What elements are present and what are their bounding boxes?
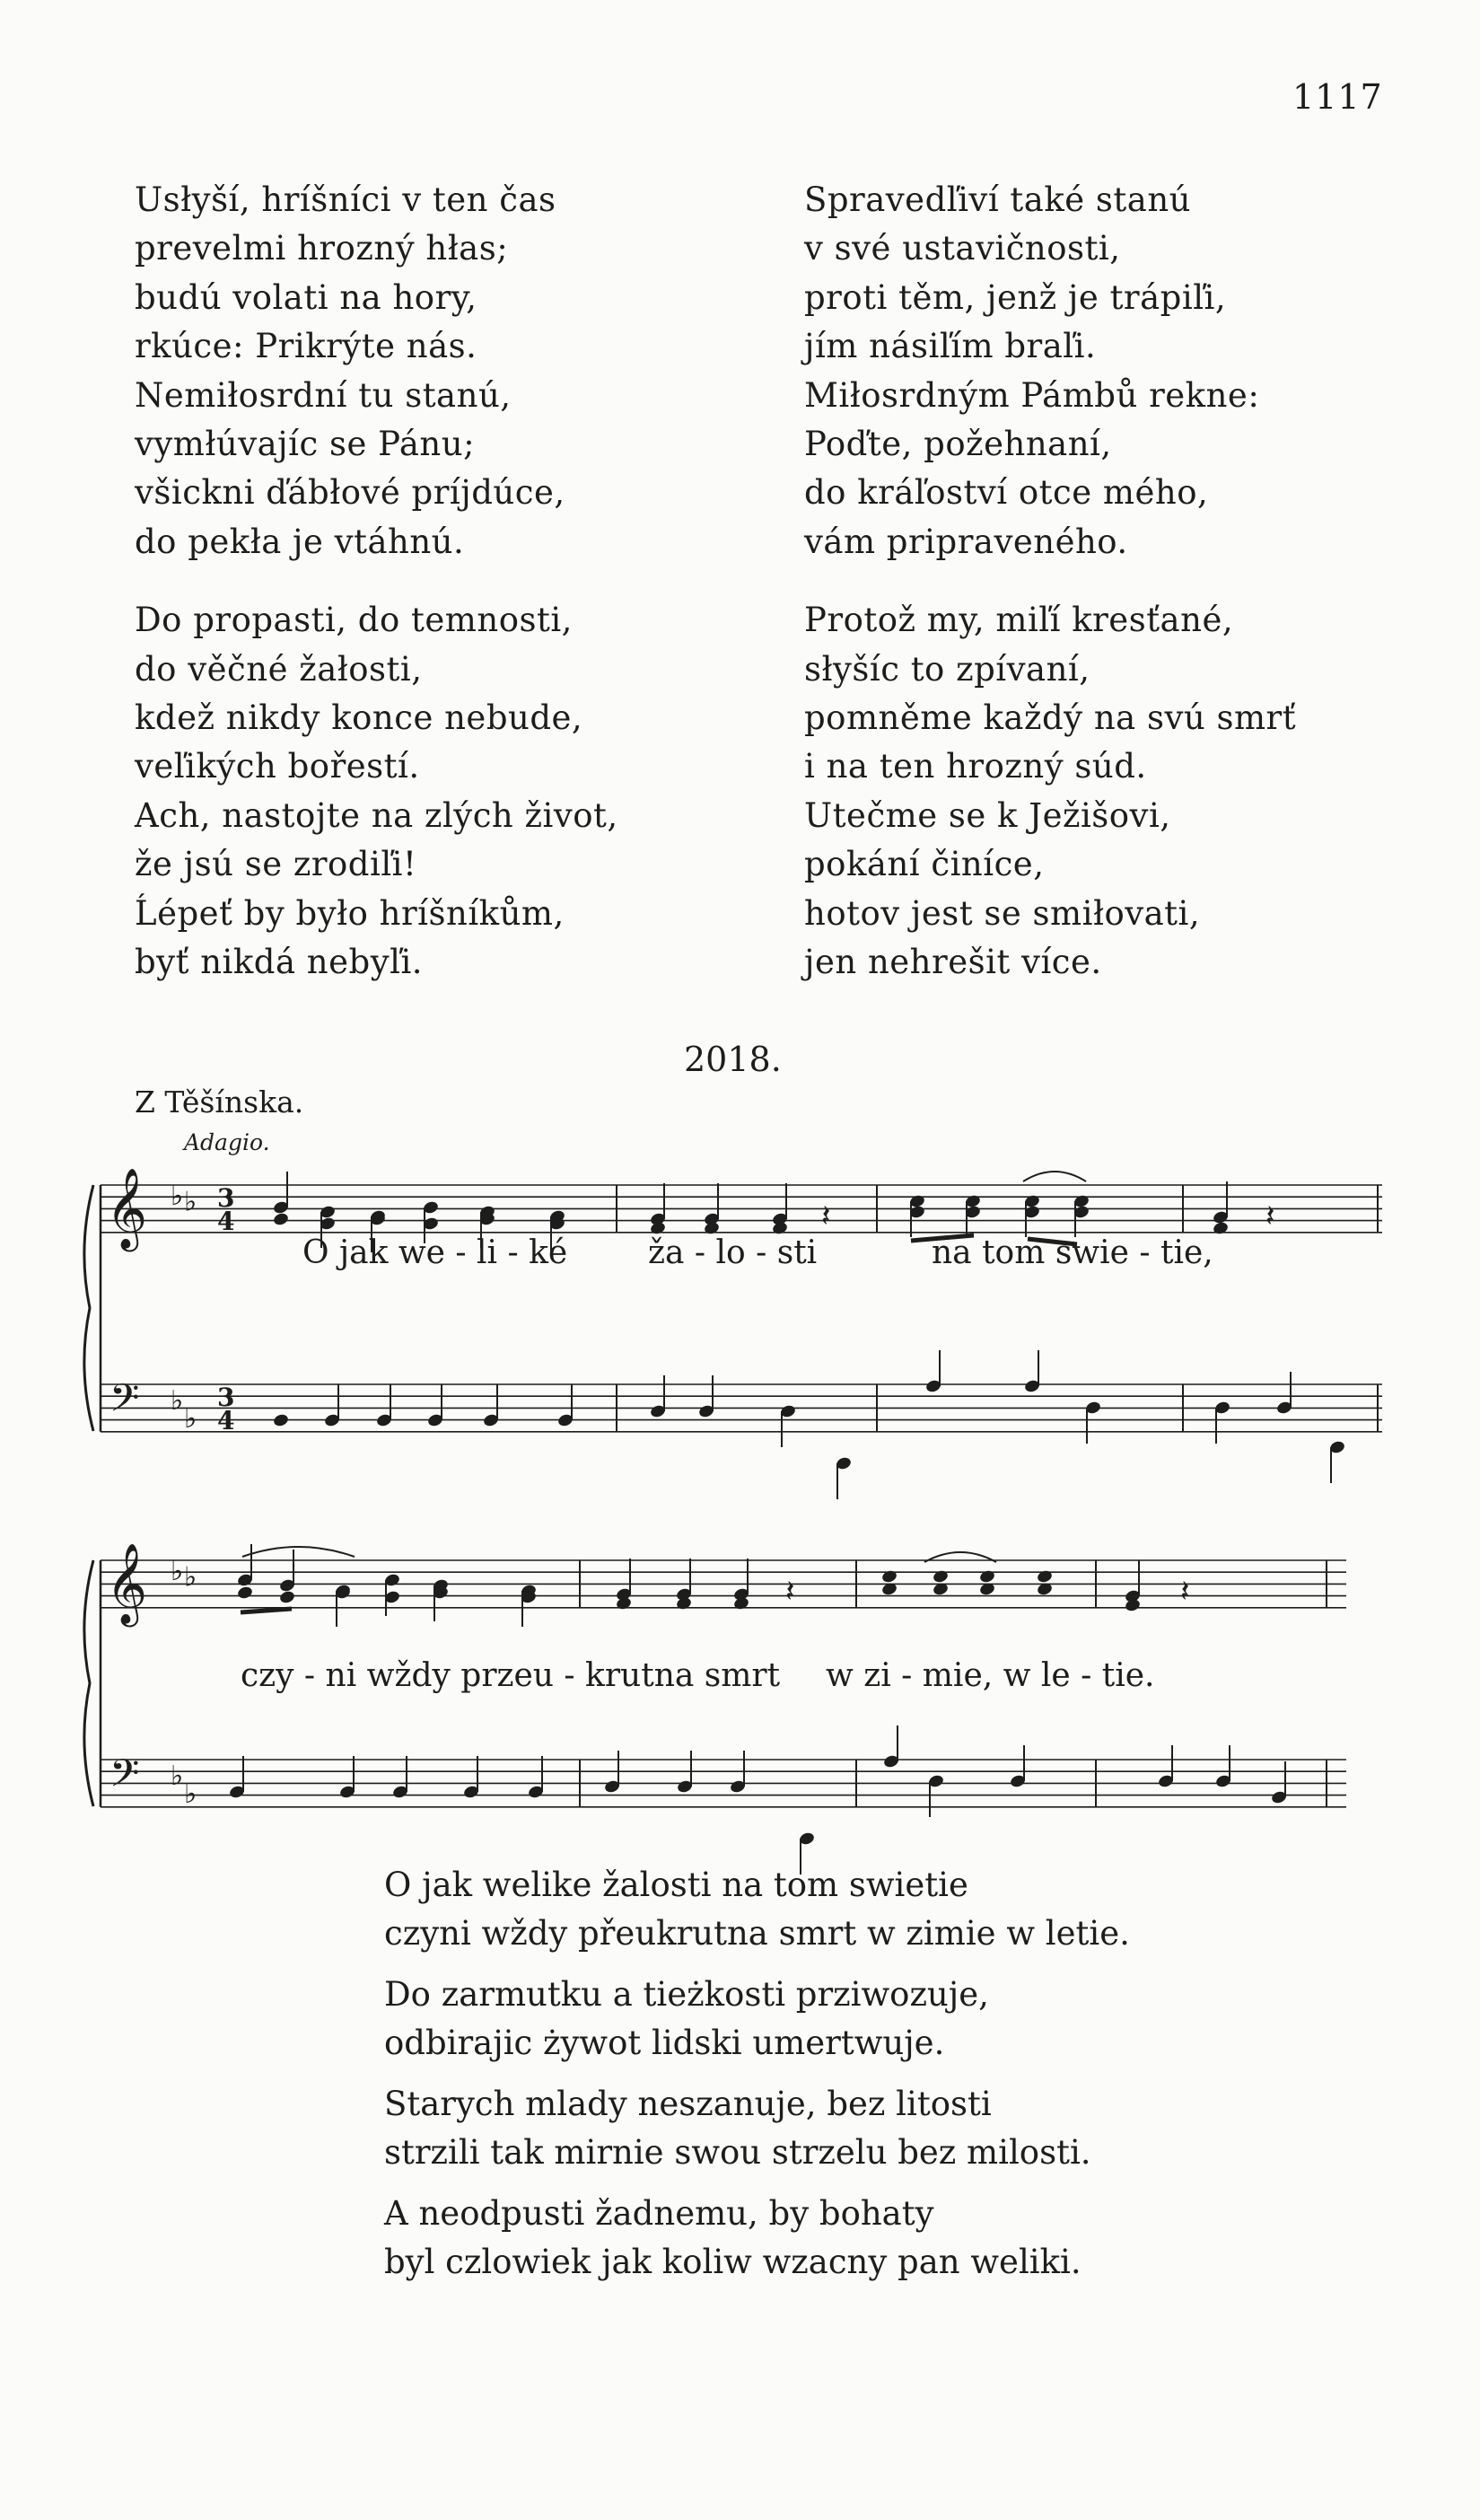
stanza: [384, 1861, 1130, 1958]
notehead: [278, 1590, 295, 1605]
verse-line: do kráľoství otce mého,: [804, 473, 1209, 513]
lyric-segment: w zi - mie, w le - tie.: [826, 1657, 1155, 1694]
verse-line: A neodpusti žadnemu, by bohaty: [384, 2194, 934, 2233]
notehead: [1036, 1569, 1053, 1585]
verse-line: že jsú se zrodiľi!: [135, 845, 417, 884]
lower-text-block: [384, 1861, 1130, 2299]
lyric-segment: O jak we - li - ké: [302, 1234, 568, 1271]
verse-line: byť nikdá nebyľi.: [135, 943, 424, 982]
stanza: [384, 2080, 1130, 2177]
verse-line: Starych mlady neszanuje, bez litosti: [384, 2085, 992, 2123]
slur: [1023, 1172, 1086, 1181]
bass-clef: 𝄢: [109, 1376, 140, 1430]
verse-line: Poďte, požehnaní,: [804, 425, 1112, 464]
verse-line: vám pripraveného.: [804, 522, 1128, 561]
verse-line: do věčné žałosti,: [135, 649, 423, 689]
key-signature-flat: ♭: [184, 1778, 197, 1810]
verse-line: vymłúvajíc se Pánu;: [135, 425, 476, 464]
time-signature: 4: [217, 1207, 235, 1236]
verse-line: pokání činíce,: [804, 845, 1045, 884]
notehead: [236, 1585, 253, 1601]
lyric-segment: ža - lo - sti: [648, 1234, 818, 1271]
notehead: [880, 1569, 898, 1585]
verse-line: v své ustavičnosti,: [804, 229, 1121, 268]
lyric-segment: czy - ni wždy przeu - krutna smrt: [241, 1657, 781, 1694]
verse-line: prevelmi hrozný hłas;: [135, 229, 509, 268]
stanza: [384, 1971, 1130, 2068]
beam: [241, 1609, 292, 1612]
time-signature: 4: [217, 1406, 235, 1436]
staff-brace: [84, 1185, 93, 1431]
verse-line: pomněme každý na svú smrť: [804, 698, 1297, 738]
verse-line: Nemiłosrdní tu stanú,: [135, 375, 512, 415]
verse-line: jím násiľím braľi.: [804, 327, 1097, 366]
verse-line: veľikých bořestí.: [135, 747, 420, 786]
tempo-marking: Adagio.: [184, 1129, 270, 1155]
verse-line: Ĺépeť by było hríšníkům,: [135, 893, 565, 933]
time-signature: 3: [217, 1383, 235, 1412]
verse-line: hotov jest se smiłovati,: [804, 893, 1201, 933]
slur: [242, 1547, 355, 1557]
verse-line: Ach, nastojte na zlých život,: [135, 795, 618, 835]
treble-clef: 𝄞: [106, 1168, 148, 1249]
notehead: [932, 1569, 949, 1585]
key-signature-flat: ♭: [184, 1186, 197, 1218]
verse-line: budú volati na hory,: [135, 277, 477, 317]
verse-line: proti těm, jenž je trápiľi,: [804, 277, 1227, 317]
verse-line: O jak welike žalosti na tom swietie: [384, 1866, 968, 1904]
verse-line: Do propasti, do temnosti,: [135, 601, 573, 640]
treble-clef: 𝄞: [106, 1543, 148, 1624]
page-number: 1117: [1292, 77, 1383, 117]
verse-line: Protož my, miľí kresťané,: [804, 601, 1234, 640]
quarter-rest: 𝄽: [821, 1199, 831, 1234]
key-signature-flat: ♭: [171, 1385, 184, 1417]
quarter-rest: 𝄽: [785, 1574, 795, 1610]
verse-line: do pekła je vtáhnú.: [135, 522, 465, 561]
key-signature-flat: ♭: [171, 1181, 184, 1212]
verse-line: odbirajic żywot lidski umertwuje.: [384, 2024, 945, 2062]
verse-line: všickni ďábłové príjdúce,: [135, 473, 565, 513]
verse-line: kdež nikdy konce nebude,: [135, 698, 583, 738]
verse-line: Utečme se k Ježišovi,: [804, 795, 1171, 835]
notehead: [272, 1212, 289, 1227]
notehead: [272, 1413, 289, 1428]
time-signature: 3: [217, 1183, 235, 1213]
verse-line: Usłyší, hríšníci v ten čas: [135, 180, 556, 219]
key-signature-flat: ♭: [171, 1556, 184, 1587]
verse-line: Spravedľiví také stanú: [804, 180, 1192, 219]
verse-line: i na ten hrozný súd.: [804, 747, 1147, 786]
verse-line: byl czlowiek jak koliw wzacny pan weliki.: [384, 2243, 1082, 2281]
verse-line: Miłosrdným Pámbů rekne:: [804, 375, 1260, 415]
notehead: [1212, 1221, 1229, 1236]
key-signature-flat: ♭: [184, 1402, 197, 1435]
quarter-rest: 𝄽: [1265, 1199, 1275, 1234]
verse-line: jen nehrešit více.: [804, 943, 1102, 982]
key-signature-flat: ♭: [171, 1760, 184, 1792]
stanza: [384, 2190, 1130, 2287]
notehead: [978, 1569, 995, 1585]
bass-clef: 𝄢: [109, 1752, 140, 1805]
verse-line: czyni wždy přeukrutna smrt w zimie w letie.: [384, 1914, 1130, 1953]
staff-brace: [84, 1560, 93, 1806]
song-origin: Z Těšínska.: [135, 1084, 304, 1120]
key-signature-flat: ♭: [184, 1561, 197, 1594]
verse-line: słyšíc to zpívaní,: [804, 649, 1090, 689]
verse-line: strzili tak mirnie swou strzelu bez milosti.: [384, 2133, 1091, 2172]
quarter-rest: 𝄽: [1180, 1574, 1190, 1610]
verse-line: rkúce: Prikrýte nás.: [135, 327, 477, 366]
verse-line: Do zarmutku a tieżkosti prziwozuje,: [384, 1975, 989, 2014]
lyric-segment: na tom swie - tie,: [932, 1234, 1213, 1271]
song-number: 2018.: [684, 1040, 782, 1079]
